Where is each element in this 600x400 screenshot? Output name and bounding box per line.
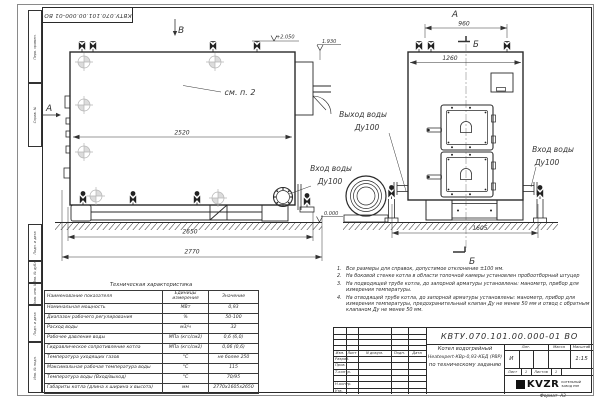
product-name-line3: по техническому заданию	[428, 362, 502, 368]
sheet-label: Лист	[507, 369, 518, 374]
table-cell: 0,93	[209, 304, 259, 314]
see-note-label: см. п. 2	[224, 88, 256, 97]
safety-valve-icon	[504, 42, 510, 53]
table-row	[45, 344, 259, 354]
title-block	[333, 327, 592, 393]
safety-valve-icon	[210, 42, 216, 53]
dim-1260: 1260	[442, 55, 458, 62]
front-body	[408, 52, 523, 200]
front-base	[426, 200, 523, 220]
table-cell: 50-100	[209, 314, 259, 324]
note-text: На подводящей трубе котла, до запорной арматуры установлены: манометр, прибор для измерения температуры.	[346, 280, 579, 294]
position-mark-icon	[75, 143, 93, 161]
table-cell: не более 250	[209, 354, 259, 364]
table-cell: °С	[163, 354, 209, 364]
table-cell: 2770х1605х2650	[209, 384, 259, 394]
table-header-cell: Значение	[209, 291, 259, 304]
dim-960: 960	[458, 20, 470, 28]
table-cell: 0,06 (0,6)	[209, 344, 259, 354]
table-cell: Габариты котла (длина х ширина х высота)	[45, 384, 163, 394]
note-text: Все размеры для справок, допустимое отклонение ±100 мм.	[346, 266, 504, 272]
position-mark-icon	[206, 53, 224, 71]
table-cell: 115	[209, 364, 259, 374]
elevation-flue: 1.930	[322, 39, 337, 45]
note-text: На боковой стенке котла в области топочной камеры установлен пробоотборный штуцер	[346, 273, 580, 280]
safety-valve-icon	[79, 42, 85, 53]
table-row	[45, 384, 259, 394]
lit-value: И	[509, 356, 514, 362]
safety-valve-icon	[90, 42, 96, 53]
col-data: Дата	[412, 351, 422, 355]
note-number: 4.	[337, 294, 342, 301]
table-cell: 32	[209, 324, 259, 334]
table-cell: Гидравлическое сопротивление котла	[45, 344, 163, 354]
table-row	[45, 334, 259, 344]
table-header-cell: Наименование показателя	[45, 291, 163, 304]
table-cell: Расход воды	[45, 324, 163, 334]
strip-label: Подп. и дата	[33, 230, 37, 255]
product-name-line1: Котел водогрейный	[437, 346, 493, 352]
table-cell: 70/95	[209, 374, 259, 384]
section-label-b-bottom: Б	[469, 257, 476, 267]
side-left-fittings	[64, 96, 70, 178]
table-cell: Диапазон рабочего регулирования	[45, 314, 163, 324]
note-item	[337, 295, 593, 314]
title-doc-number: КВТУ.070.101.00.000-01 ВО	[440, 331, 579, 341]
note-number: 1.	[337, 266, 342, 272]
table-cell: °С	[163, 374, 209, 384]
logo-text: KVZR	[526, 379, 560, 390]
table-header-row	[45, 291, 259, 304]
strip-label: Взам. инв. №	[33, 282, 37, 306]
table-cell: МПа (кгс/см2)	[163, 344, 209, 354]
upper-door	[427, 105, 496, 150]
strip-label: Перв. примен.	[33, 33, 37, 60]
table-row	[45, 374, 259, 384]
role-razrab: Разраб.	[335, 357, 350, 362]
view-label-v: В	[178, 26, 185, 36]
valve-icon	[389, 186, 395, 200]
sheets-value: 1	[554, 369, 558, 374]
front-right-fitting	[523, 182, 547, 223]
role-nkontr: Н.контр.	[335, 382, 352, 387]
table-row	[45, 364, 259, 374]
side-flue-duct	[295, 62, 331, 115]
sheet-value: 1	[524, 369, 528, 374]
dim-2520: 2520	[174, 129, 190, 137]
table-cell: Рабочее давление воды	[45, 334, 163, 344]
side-inlet-flange	[274, 184, 315, 212]
logo-mark-icon	[516, 380, 525, 389]
doc-number-rotated: КВТУ.070.101.00.000-01 ВО	[43, 12, 132, 18]
strip-label: Инв. № дубл.	[33, 260, 37, 284]
dim-1605: 1605	[472, 225, 488, 232]
strip-label: Подп. и дата	[33, 311, 37, 336]
strip-label: Инв. № подл.	[33, 355, 37, 380]
inlet-right-label-line1: Вход воды	[532, 145, 574, 154]
outlet-label-line1: Выход воды	[339, 110, 387, 119]
sheets-label: Листов	[534, 369, 548, 374]
format-value: А3	[560, 394, 566, 399]
safety-valve-icon	[428, 42, 434, 53]
position-mark-icon	[87, 187, 105, 205]
table-cell: Номинальная мощность	[45, 304, 163, 314]
logo-subtext-1: КОТЕЛЬНЫЙ	[561, 380, 582, 385]
logo-subtext-2: ЗАВОД РЭП	[561, 383, 580, 388]
elevation-zero: 0.000	[324, 211, 339, 217]
note-item	[337, 281, 593, 294]
valve-icon	[304, 194, 310, 208]
table-row	[45, 354, 259, 364]
side-view	[64, 42, 331, 222]
table-cell: 0,6 (6,0)	[209, 334, 259, 344]
outlet-label-line2: Ду100	[354, 123, 380, 132]
table-cell: °С	[163, 364, 209, 374]
scale-header: Масштаб	[572, 345, 591, 349]
inlet-left-label-line2: Ду100	[317, 177, 343, 186]
view-label-a-front: А	[451, 10, 459, 20]
safety-valve-icon	[416, 42, 422, 53]
lower-door	[427, 152, 496, 197]
note-item	[337, 266, 593, 272]
note-number: 2.	[337, 273, 342, 280]
section-label-a-side: А	[46, 104, 53, 114]
table-row	[45, 304, 259, 314]
table-cell: %	[163, 314, 209, 324]
table-row	[45, 324, 259, 334]
note-item	[337, 273, 593, 279]
table-cell: мм	[163, 384, 209, 394]
strip-label: Справ. №	[33, 106, 37, 124]
format-label: Формат	[540, 394, 558, 399]
dim-2770: 2770	[184, 248, 200, 256]
note-text: На отводящей трубе котла, до запорной арматуры установлены: манометр, прибор для измерения температуры, предохранительный клапан Ду не менее 50 мм и отвод с обратным клапаном Ду не менее 50 мм.	[346, 294, 590, 314]
scale-value: 1:15	[575, 356, 588, 362]
col-list: Лист	[347, 351, 357, 355]
front-left-fitting	[385, 182, 408, 223]
format-note	[540, 394, 566, 399]
valve-icon	[194, 192, 200, 206]
valve-icon	[80, 192, 86, 206]
elevation-top: +2.050	[276, 34, 295, 41]
tech-table	[44, 290, 259, 394]
company-logo	[504, 375, 593, 394]
table-cell: Максимальная рабочая температура воды	[45, 364, 163, 374]
col-izm: Изм.	[335, 351, 345, 355]
table-header-cell: Единицы измерения	[163, 291, 209, 304]
section-label-b-top: Б	[473, 40, 479, 50]
inlet-left-label-line1: Вход воды	[310, 164, 352, 173]
mass-header: Масса	[553, 345, 565, 349]
col-docnum: N докум.	[365, 351, 384, 355]
notes-block	[337, 266, 593, 315]
front-view	[385, 42, 547, 251]
safety-valve-icon	[254, 42, 260, 53]
side-body	[70, 52, 295, 205]
valve-icon	[537, 186, 543, 200]
note-number: 3.	[337, 280, 342, 287]
table-cell: МПа (кгс/см2)	[163, 334, 209, 344]
role-tkontr: Т.контр.	[335, 369, 351, 374]
dim-2650: 2650	[182, 228, 198, 236]
role-prov: Пров.	[335, 363, 346, 368]
inlet-right-label-line2: Ду100	[534, 158, 560, 167]
tech-table-caption: Техническая характеристика	[109, 282, 193, 288]
valve-icon	[130, 192, 136, 206]
table-cell: Температура воды (Вход/выход)	[45, 374, 163, 384]
role-utv: Утв.	[335, 388, 343, 393]
product-name-line2: Heatexpert-КВр-0,93-КБД (РВР)	[427, 354, 503, 360]
sight-window	[491, 73, 513, 92]
table-row	[45, 314, 259, 324]
position-mark-icon	[75, 96, 93, 114]
table-cell: м3/ч	[163, 324, 209, 334]
position-mark-icon	[75, 53, 93, 71]
col-podp: Подп.	[393, 351, 406, 355]
side-supports	[71, 205, 288, 221]
table-cell: МВт	[163, 304, 209, 314]
lit-header: Лит.	[521, 345, 531, 349]
fan	[344, 176, 388, 222]
table-cell: Температура уходящих газов	[45, 354, 163, 364]
